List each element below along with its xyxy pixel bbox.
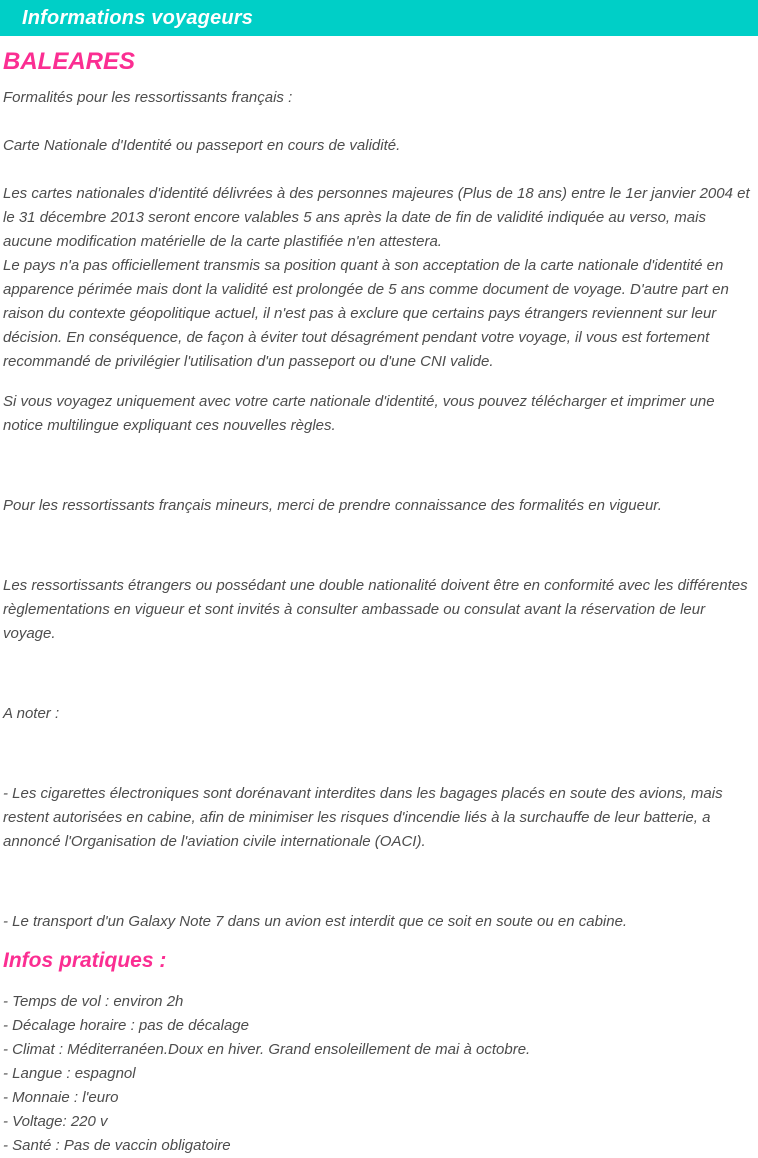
paragraph-cni-passeport: Carte Nationale d'Identité ou passeport en cours de validité. <box>3 137 401 154</box>
info-item-temps-de-vol: - Temps de vol : environ 2h <box>3 993 184 1010</box>
paragraph-etrangers: Les ressortissants étrangers ou possédant une double nationalité doivent être en conformité avec les différentes règlementations en vigueur et sont invités à consulter ambassade ou consulat avant la réservation de leur voyage. <box>3 577 748 642</box>
info-item-voltage: - Voltage: 220 v <box>3 1113 108 1130</box>
paragraph-notice-multilingue: Si vous voyagez uniquement avec votre carte nationale d'identité, vous pouvez télécharger et imprimer une notice multilingue expliquant ces nouvelles règles. <box>3 393 715 434</box>
paragraph-validite-cartes: Les cartes nationales d'identité délivrées à des personnes majeures (Plus de 18 ans) entre le 1er janvier 2004 et le 31 décembre 2013 seront encore valables 5 ans après la date de fin de validité indiquée au verso, mais aucune modification matérielle de la carte plastifiée n'en attestera. <box>3 185 750 250</box>
content-area <box>0 47 758 1158</box>
infos-pratiques-heading: Infos pratiques : <box>3 949 167 972</box>
paragraph-mineurs: Pour les ressortissants français mineurs, merci de prendre connaissance des formalités en vigueur. <box>3 497 662 514</box>
paragraph-formalites-intro: Formalités pour les ressortissants français : <box>3 89 293 106</box>
info-item-decalage-horaire: - Décalage horaire : pas de décalage <box>3 1017 249 1034</box>
page-title: Informations voyageurs <box>22 6 254 29</box>
info-item-sante: - Santé : Pas de vaccin obligatoire <box>3 1137 231 1154</box>
page-header <box>0 0 758 36</box>
destination-heading: BALEARES <box>3 48 136 75</box>
info-item-climat: - Climat : Méditerranéen.Doux en hiver. Grand ensoleillement de mai à octobre. <box>3 1041 531 1058</box>
paragraph-a-noter: A noter : <box>3 705 60 722</box>
info-item-monnaie: - Monnaie : l'euro <box>3 1089 119 1106</box>
paragraph-cigarettes-electroniques: - Les cigarettes électroniques sont dorénavant interdites dans les bagages placés en soute des avions, mais restent autorisées en cabine, afin de minimiser les risques d'incendie liés à la surchauffe de leur batterie, a annoncé l'Organisation de l'aviation civile internationale (OACI). <box>3 785 723 850</box>
info-item-langue: - Langue : espagnol <box>3 1065 136 1082</box>
paragraph-galaxy-note-7: - Le transport d'un Galaxy Note 7 dans un avion est interdit que ce soit en soute ou en cabine. <box>3 913 628 930</box>
paragraph-position-pays: Le pays n'a pas officiellement transmis sa position quant à son acceptation de la carte nationale d'identité en apparence périmée mais dont la validité est prolongée de 5 ans comme document de voyage. D'autre part en raison du contexte géopolitique actuel, il n'est pas à exclure que certains pays étrangers reviennent sur leur décision. En conséquence, de façon à éviter tout désagrément pendant votre voyage, il vous est fortement recommandé de privilégier l'utilisation d'un passeport ou d'une CNI valide. <box>3 257 729 370</box>
infos-list <box>3 990 757 1158</box>
